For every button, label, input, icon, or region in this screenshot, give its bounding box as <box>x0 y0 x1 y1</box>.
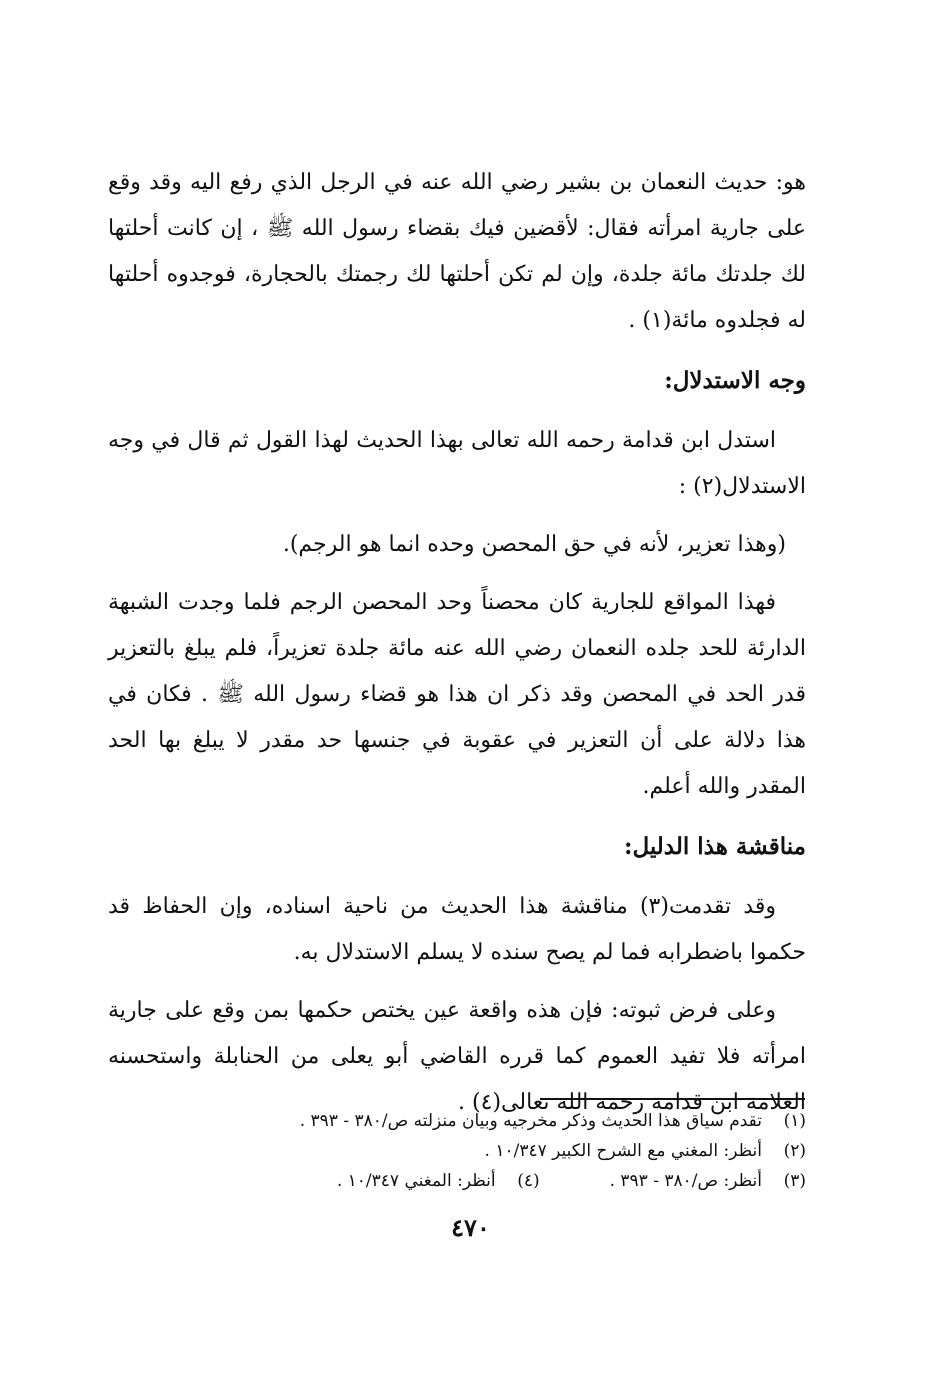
main-text <box>108 160 806 1138</box>
footnote-number: (٢) <box>783 1141 806 1161</box>
heading-istidlal: وجه الاستدلال: <box>664 367 806 394</box>
paragraph-discussion: وقد تقدمت(٣) مناقشة هذا الحديث من ناحية اسناده، وإن الحفاظ قد حكموا باضطرابه فما لم يصح سنده لا يسلم الاستدلال به. <box>108 894 806 965</box>
footnote-text: أنظر: المغني مع الشرح الكبير ١٠/٣٤٧ . <box>484 1141 762 1161</box>
page-number: ٤٧٠ <box>451 1213 490 1242</box>
footnote-divider <box>540 1098 805 1100</box>
footnote-2 <box>108 1136 806 1166</box>
footnote-number: (٤) <box>517 1171 540 1191</box>
footnote-3-4 <box>108 1166 806 1196</box>
paragraph-istidlal: استدل ابن قدامة رحمه الله تعالى بهذا الحديث لهذا القول ثم قال في وجه الاستدلال(٢) : <box>108 428 806 499</box>
footnote-number: (١) <box>783 1111 806 1131</box>
footnote-number: (٣) <box>783 1171 806 1191</box>
paragraph-explanation: فهذا المواقع للجارية كان محصناً وحد المحصن الرجم فلما وجدت الشبهة الدارئة للحد جلده النعمان رضي الله عنه مائة جلدة تعزيراً، فلم يبلغ بالتعزير قدر الحد في المحصن وقد ذكر ان هذا هو قضاء رسول الله ﷺ . فكان في هذا دلالة على أن التعزير في عقوبة في جنسها حد مقدر لا يبلغ بها الحد المقدر والله أعلم. <box>108 590 806 799</box>
heading-discussion: مناقشة هذا الدليل: <box>623 833 806 860</box>
footnote-text: أنظر: ص/٣٨٠ - ٣٩٣ . <box>609 1171 762 1191</box>
footnotes <box>108 1106 806 1196</box>
paragraph-assumption: وعلى فرض ثبوته: فإن هذه واقعة عين يختص حكمها بمن وقع على جارية امرأته فلا تفيد العموم كما قرره القاضي أبو يعلى من الحنابلة واستحسنه العلامة ابن قدامة رحمه الله تعالى(٤) . <box>108 998 806 1115</box>
paragraph-hadith: هو: حديث النعمان بن بشير رضي الله عنه في الرجل الذي رفع اليه وقد وقع على جارية امرأته فقال: لأقضين فيك بقضاء رسول الله ﷺ ، إن كانت أحلتها لك جلدتك مائة جلدة، وإن لم تكن أحلتها لك رجمتك بالحجارة، فوجدوه أحلتها له فجلدوه مائة(١) . <box>108 170 806 333</box>
footnote-text: أنظر: المغني ١٠/٣٤٧ . <box>336 1171 496 1191</box>
footnote-1 <box>108 1106 806 1136</box>
quote-ibn-qudama: (وهذا تعزير، لأنه في حق المحصن وحده انما هو الرجم). <box>282 532 786 557</box>
footnote-text: تقدم سياق هذا الحديث وذكر مخرجيه وبيان منزلته ص/٣٨٠ - ٣٩٣ . <box>299 1111 762 1131</box>
